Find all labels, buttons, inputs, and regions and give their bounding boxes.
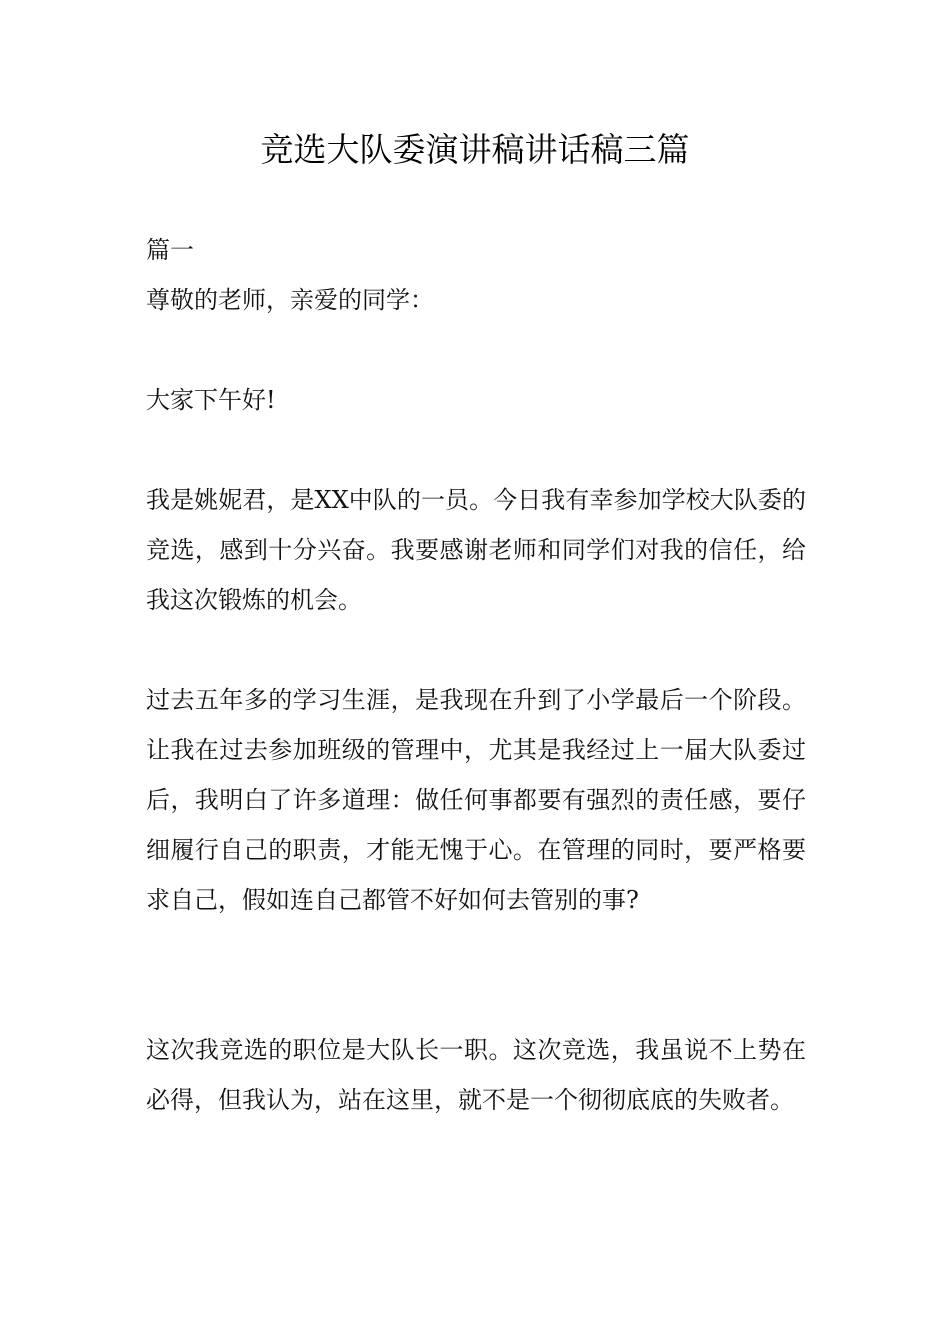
paragraph: 过去五年多的学习生涯，是我现在升到了小学最后一个阶段。让我在过去参加班级的管理中，尤其是我经过上一届大队委过后，我明白了许多道理：做任何事都要有强烈的责任感，要仔细履行自己的职责，才能无愧于心。在管理的同时，要严格要求自己，假如连自己都管不好如何去管别的事? (146, 686, 806, 914)
salutation: 尊敬的老师，亲爱的同学： (146, 286, 434, 314)
section-label: 篇一 (146, 236, 194, 264)
paragraph: 这次我竞选的职位是大队长一职。这次竞选，我虽说不上势在必得，但我认为，站在这里，就不是一个彻彻底底的失败者。 (146, 1036, 806, 1114)
paragraph: 我是姚妮君，是XX中队的一员。今日我有幸参加学校大队委的竞选，感到十分兴奋。我要感谢老师和同学们对我的信任，给我这次锻炼的机会。 (146, 486, 806, 614)
document-title: 竞选大队委演讲稿讲话稿三篇 (260, 130, 690, 169)
greeting: 大家下午好! (146, 386, 276, 414)
